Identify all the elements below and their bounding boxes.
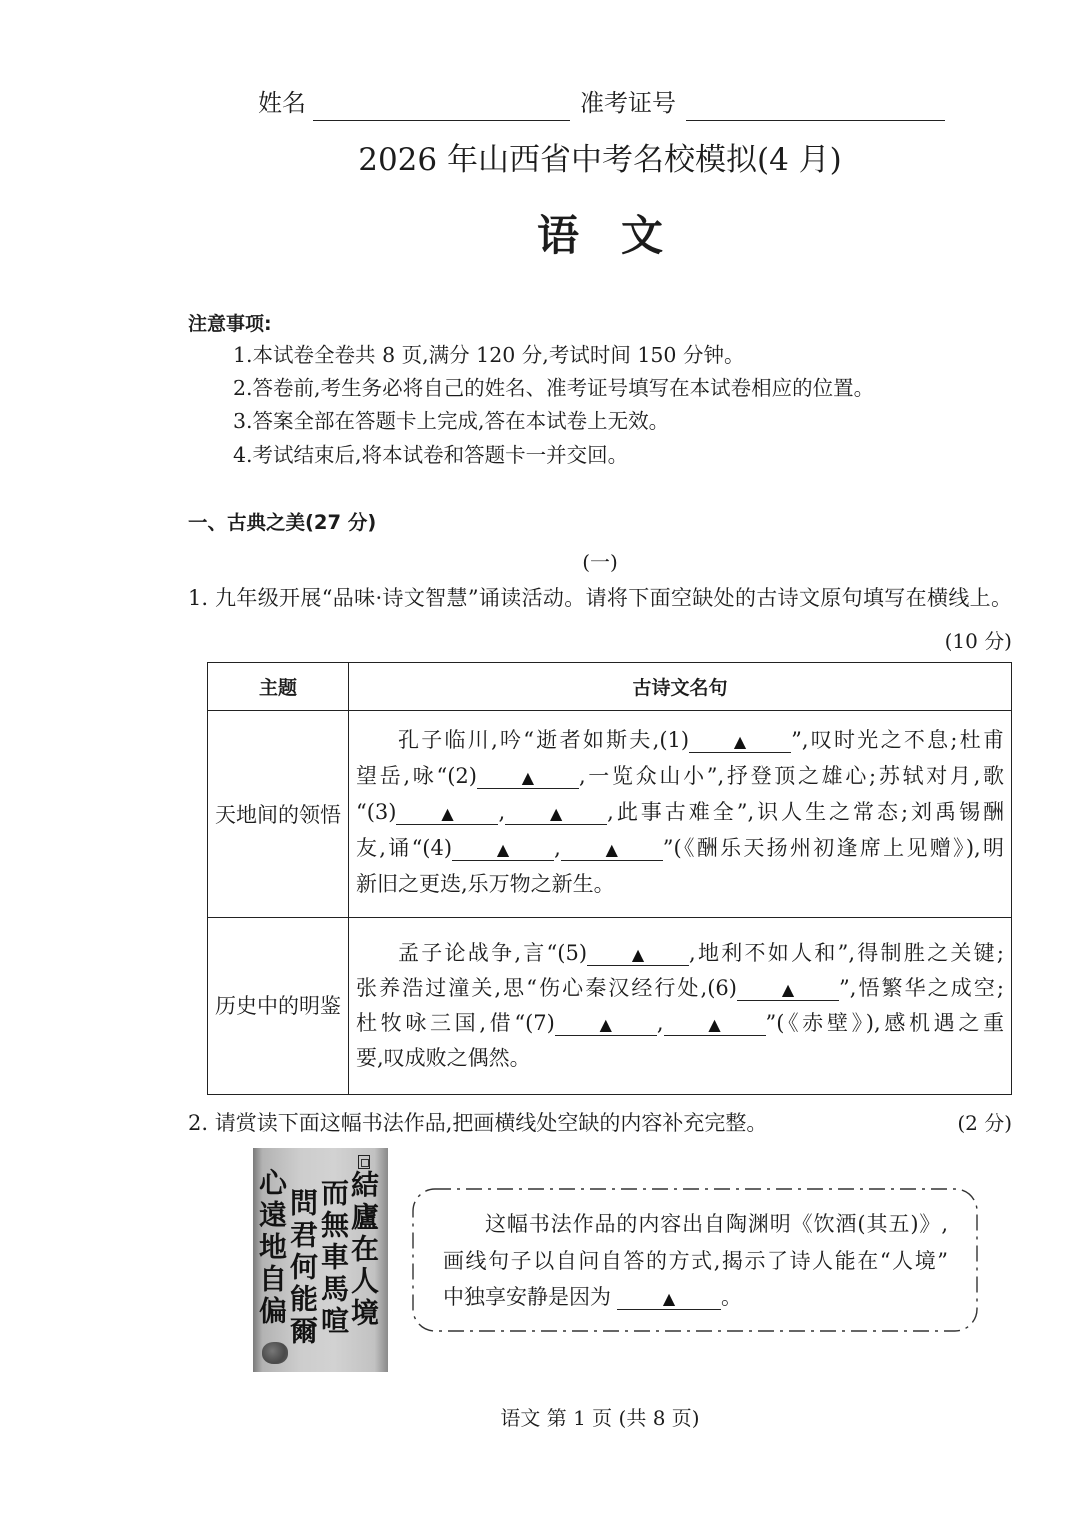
verse-line — [356, 971, 1004, 1006]
answer-box-line: 画线句子以自问自答的方式,揭示了诗人能在“人境” — [443, 1249, 948, 1273]
exam-title: 2026 年山西省中考名校模拟(4 月) — [358, 142, 842, 178]
verses-cell — [356, 722, 1004, 902]
verse-text: 张养浩过潼关,思“伤心秦汉经行处,(6) — [356, 975, 737, 1000]
notice-item: 3.答案全部在答题卡上完成,答在本试卷上无效。 — [233, 409, 670, 433]
answer-blank: ▲ — [617, 1288, 721, 1310]
verse-line — [356, 866, 1004, 902]
table-header-theme: 主题 — [258, 676, 297, 699]
verse-text: 友,诵“(4) — [356, 836, 453, 861]
verse-line — [356, 758, 1004, 794]
verse-line — [356, 722, 1004, 758]
verses-cell — [356, 936, 1004, 1076]
verse-line — [356, 1041, 1004, 1076]
verse-line — [356, 936, 1004, 971]
poetry-table — [207, 662, 1012, 1095]
verse-text: 孟子论战争,言“(5) — [398, 940, 588, 965]
exam-number-label: 准考证号 — [580, 89, 676, 117]
verse-text: ,此事古难全”,识人生之常态;刘禹锡酬 — [607, 800, 1004, 825]
verse-text: ”(《赤壁》),感机遇之重 — [765, 1010, 1004, 1035]
answer-blank: ▲ — [737, 979, 839, 1001]
name-label: 姓名 — [258, 89, 306, 117]
section-heading: 一、古典之美(27 分) — [188, 511, 377, 534]
theme-cell: 历史中的明鉴 — [215, 994, 341, 1019]
notice-item: 2.答卷前,考生务必将自己的姓名、准考证号填写在本试卷相应的位置。 — [233, 376, 875, 400]
calligraphy-column: 而無車馬喧 — [317, 1178, 350, 1338]
answer-box-line — [443, 1279, 948, 1315]
subject-title: 语 文 — [536, 211, 663, 260]
verse-text: 新旧之更迭,乐万物之新生。 — [356, 872, 615, 897]
answer-blank: ▲ — [689, 731, 791, 753]
verse-text: ,地利不如人和”,得制胜之关键; — [689, 940, 1004, 965]
verse-text: 要,叹成败之偶然。 — [356, 1045, 531, 1070]
verse-text: ”,叹时光之不息;杜甫 — [791, 728, 1004, 753]
verse-text: , — [554, 836, 561, 861]
answer-blank: ▲ — [452, 839, 554, 861]
verse-text: , — [498, 800, 506, 825]
theme-cell: 天地间的领悟 — [215, 802, 341, 827]
answer-blank: ▲ — [587, 944, 689, 966]
notice-heading: 注意事项: — [188, 313, 272, 335]
question-2-score: (2 分) — [957, 1111, 1012, 1135]
leading-seal — [358, 1155, 370, 1169]
notice-item: 4.考试结束后,将本试卷和答题卡一并交回。 — [233, 443, 629, 467]
answer-box-text: 中独享安静是因为 — [443, 1285, 611, 1309]
verse-line — [356, 1006, 1004, 1041]
question-2-stem: 2. 请赏读下面这幅书法作品,把画横线处空缺的内容补充完整。 — [188, 1111, 768, 1135]
answer-blank: ▲ — [555, 1014, 657, 1036]
answer-blank: ▲ — [505, 803, 607, 825]
name-fill-line — [313, 120, 570, 121]
question-1-score: (10 分) — [944, 629, 1012, 653]
answer-blank: ▲ — [664, 1014, 766, 1036]
calligraphy-column: 心遠地自偏 — [255, 1168, 288, 1328]
verse-line — [356, 830, 1004, 866]
answer-blank: ▲ — [477, 767, 579, 789]
verse-line — [356, 794, 1004, 830]
verse-text: ”,悟繁华之成空; — [838, 975, 1004, 1000]
answer-box-text: 。 — [721, 1285, 742, 1309]
calligraphy-column: 問君何能爾 — [286, 1188, 319, 1348]
verse-text: 孔子临川,吟“逝者如斯夫,(1) — [398, 728, 690, 753]
part-label: (一) — [582, 550, 618, 574]
table-header-verses: 古诗文名句 — [632, 676, 728, 699]
calligraphy-image — [253, 1148, 388, 1372]
verse-text: 望岳,咏“(2) — [356, 764, 477, 789]
table-column-divider — [348, 663, 349, 1094]
verse-text: “(3) — [356, 800, 397, 825]
notice-item: 1.本试卷全卷共 8 页,满分 120 分,考试时间 150 分钟。 — [233, 343, 745, 367]
verse-text: 杜牧咏三国,借“(7) — [356, 1010, 555, 1035]
answer-blank: ▲ — [396, 803, 498, 825]
answer-blank: ▲ — [561, 839, 663, 861]
exam-number-fill-line — [686, 120, 945, 121]
answer-box-line: 这幅书法作品的内容出自陶渊明《饮酒(其五)》, — [485, 1212, 948, 1236]
verse-text: ”(《酬乐天扬州初逢席上见赠》),明 — [662, 836, 1004, 861]
verse-text: ,一览众山小”,抒登顶之雄心;苏轼对月,歌 — [578, 764, 1004, 789]
question-1-stem: 1. 九年级开展“品味·诗文智慧”诵读活动。请将下面空缺处的古诗文原句填写在横线上。 — [188, 586, 1012, 610]
verse-text: , — [656, 1010, 664, 1035]
calligraphy-column: 結廬在人境 — [347, 1170, 380, 1330]
page-footer: 语文 第 1 页 (共 8 页) — [500, 1406, 700, 1430]
seal-stamp — [262, 1342, 288, 1364]
